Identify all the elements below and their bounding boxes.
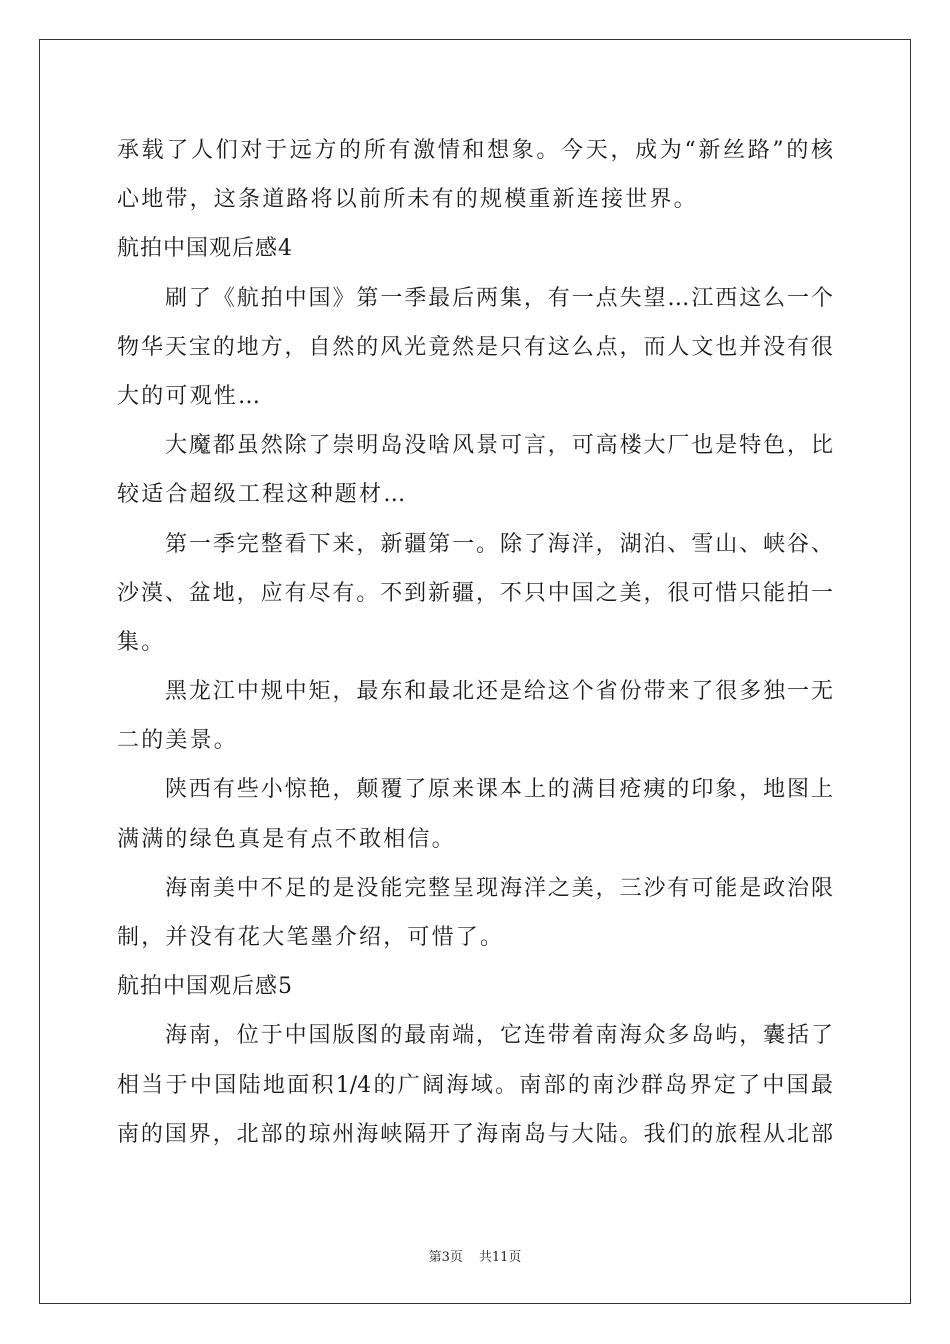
text-line: 物华天宝的地方，自然的风光竟然是只有这么点，而人文也并没有很 — [117, 334, 833, 360]
text-line: 刷了《航拍中国》第一季最后两集，有一点失望…江西这么一个 — [165, 285, 833, 311]
text-line: 满满的绿色真是有点不敢相信。 — [117, 826, 456, 852]
text-line: 大魔都虽然除了崇明岛没啥风景可言，可高楼大厂也是特色，比 — [165, 433, 833, 459]
text-line: 海南美中不足的是没能完整呈现海洋之美，三沙有可能是政治限 — [165, 875, 833, 901]
text-line: 相当于中国陆地面积1/4的广阔海域。南部的南沙群岛界定了中国最 — [117, 1072, 833, 1098]
text-line: 沙漠、盆地，应有尽有。不到新疆，不只中国之美，很可惜只能拍一 — [117, 580, 833, 606]
page-number: 第3页 — [428, 1250, 463, 1265]
text-line: 制，并没有花大笔墨介绍，可惜了。 — [117, 925, 505, 950]
text-line: 大的可观性… — [117, 383, 263, 409]
total-pages: 共11页 — [478, 1250, 522, 1265]
text-line: 海南，位于中国版图的最南端，它连带着南海众多岛屿，囊括了 — [165, 1023, 833, 1049]
document-body — [117, 126, 833, 1159]
text-line: 较适合超级工程这种题材… — [117, 482, 408, 508]
text-line: 陕西有些小惊艳，颠覆了原来课本上的满目疮痍的印象，地图上 — [165, 777, 833, 803]
text-line: 承载了人们对于远方的所有激情和想象。今天，成为“新丝路”的核 — [117, 138, 833, 163]
text-line: 集。 — [117, 629, 166, 655]
text-line: 黑龙江中规中矩，最东和最北还是给这个省份带来了很多独一无 — [165, 679, 833, 705]
section-heading: 航拍中国观后感4 — [117, 236, 293, 262]
text-line: 第一季完整看下来，新疆第一。除了海洋，湖泊、雪山、峡谷、 — [165, 531, 833, 557]
page-footer — [0, 1246, 950, 1265]
section-heading: 航拍中国观后感5 — [117, 974, 293, 1000]
text-line: 心地带，这条道路将以前所未有的规模重新连接世界。 — [117, 187, 698, 213]
text-line: 南的国界，北部的琼州海峡隔开了海南岛与大陆。我们的旅程从北部 — [117, 1121, 833, 1147]
text-line: 二的美景。 — [117, 728, 239, 754]
